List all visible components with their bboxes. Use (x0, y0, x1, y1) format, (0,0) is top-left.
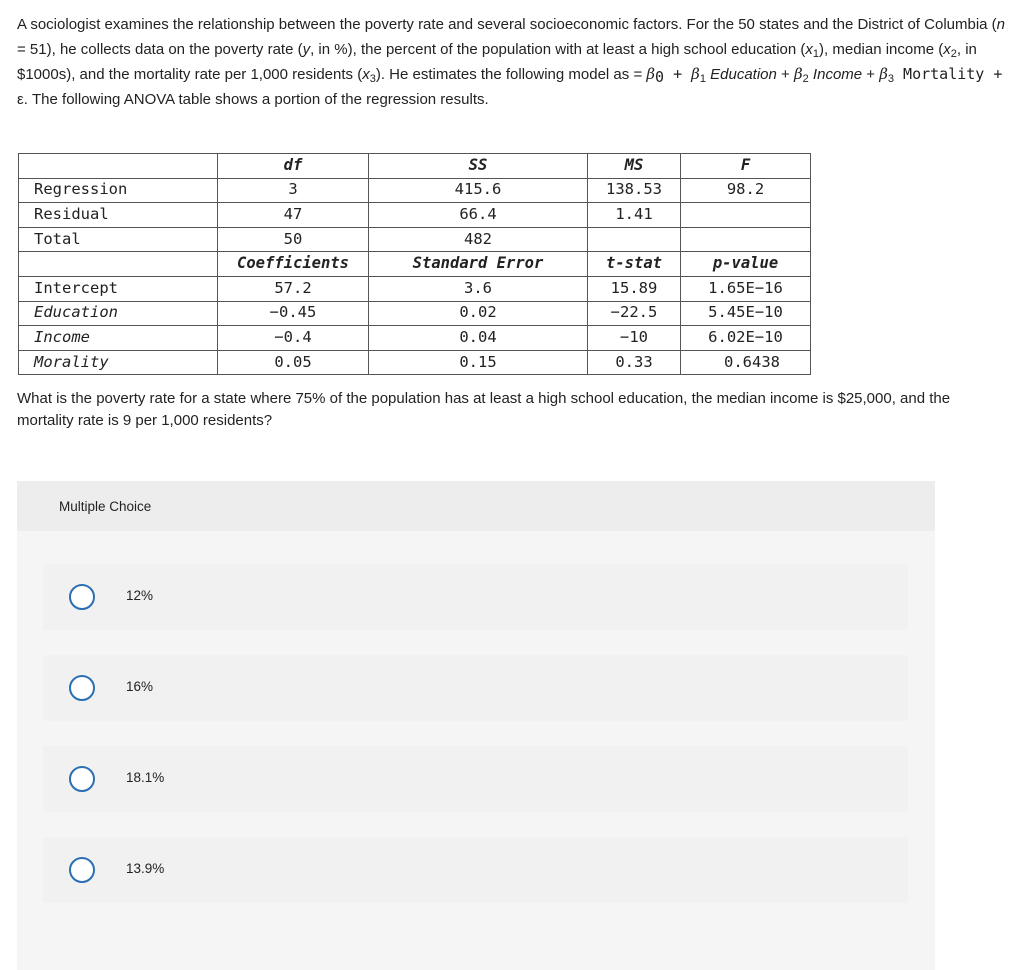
table-cell: 482 (369, 227, 588, 252)
multiple-choice-panel (17, 481, 935, 970)
table-header-row (19, 154, 811, 179)
table-cell: 66.4 (369, 203, 588, 228)
table-cell: −22.5 (588, 301, 681, 326)
table-cell (681, 203, 811, 228)
table-cell: 6.02E−10 (681, 326, 811, 351)
row-label: Income (19, 326, 218, 351)
table-cell: 50 (218, 227, 369, 252)
table-cell: 0.6438 (681, 350, 811, 375)
choice-option-b[interactable] (43, 655, 908, 721)
radio-button-icon[interactable] (69, 857, 95, 883)
table-cell: 47 (218, 203, 369, 228)
col-header-p-value: p-value (681, 252, 811, 277)
col-header-f: F (681, 154, 811, 179)
regression-table (18, 153, 811, 375)
table-cell: 138.53 (588, 178, 681, 203)
choice-option-d[interactable] (43, 837, 908, 903)
radio-button-icon[interactable] (69, 675, 95, 701)
table-cell: 1.41 (588, 203, 681, 228)
table-cell: 0.33 (588, 350, 681, 375)
table-row (19, 326, 811, 351)
col-header-t-stat: t-stat (588, 252, 681, 277)
col-header-coefficients: Coefficients (218, 252, 369, 277)
table-cell: 0.05 (218, 350, 369, 375)
table-row (19, 276, 811, 301)
col-header-standard-error: Standard Error (369, 252, 588, 277)
table-cell: 57.2 (218, 276, 369, 301)
table-cell: 98.2 (681, 178, 811, 203)
table-row (19, 227, 811, 252)
row-label: Morality (19, 350, 218, 375)
row-label: Residual (19, 203, 218, 228)
row-label: Regression (19, 178, 218, 203)
table-row (19, 203, 811, 228)
table-cell: 415.6 (369, 178, 588, 203)
question-text: What is the poverty rate for a state where 75% of the population has at least a high school education, the median income is $25,000, and the mortality rate is 9 per 1,000 residents? (17, 390, 951, 429)
table-cell: 5.45E−10 (681, 301, 811, 326)
table-cell: −10 (588, 326, 681, 351)
table-cell (588, 227, 681, 252)
col-header-ss: SS (369, 154, 588, 179)
table-cell: 15.89 (588, 276, 681, 301)
table-cell: 0.02 (369, 301, 588, 326)
choice-label: 16% (126, 679, 154, 694)
table-cell (681, 227, 811, 252)
table-row (19, 178, 811, 203)
radio-button-icon[interactable] (69, 584, 95, 610)
radio-button-icon[interactable] (69, 766, 95, 792)
table-row (19, 301, 811, 326)
table-cell: 1.65E−16 (681, 276, 811, 301)
table-cell: 0.04 (369, 326, 588, 351)
choice-label: 12% (126, 588, 154, 603)
question-intro: A sociologist examines the relationship between the poverty rate and several socioeconomic factors. For the 50 states and the District of Columbia (n = 51), he collects data on the poverty rate (y, in %), the percent of the population with at least a high school education $(x_1)$, median income ($x_2$, in $1000s), and the mortality rate per 1,000 residents $(x_3)$. He estimates the following model as = $\beta_0 + \beta_1$ Education + $\beta_2$ Income + $\beta_3$ Mortality + ε. The following ANOVA table shows a portion of the regression results. (17, 16, 1006, 108)
col-header-ms: MS (588, 154, 681, 179)
table-cell: 3 (218, 178, 369, 203)
multiple-choice-title: Multiple Choice (17, 481, 935, 531)
table-row (19, 350, 811, 375)
row-label: Education (19, 301, 218, 326)
row-label: Intercept (19, 276, 218, 301)
choice-label: 18.1% (126, 770, 165, 785)
choice-label: 13.9% (126, 861, 165, 876)
choice-option-c[interactable] (43, 746, 908, 812)
table-cell: −0.45 (218, 301, 369, 326)
col-header-df: df (218, 154, 369, 179)
choice-option-a[interactable] (43, 564, 908, 630)
table-cell: −0.4 (218, 326, 369, 351)
table-cell: 3.6 (369, 276, 588, 301)
table-cell: 0.15 (369, 350, 588, 375)
row-label: Total (19, 227, 218, 252)
coef-header-row (19, 252, 811, 277)
